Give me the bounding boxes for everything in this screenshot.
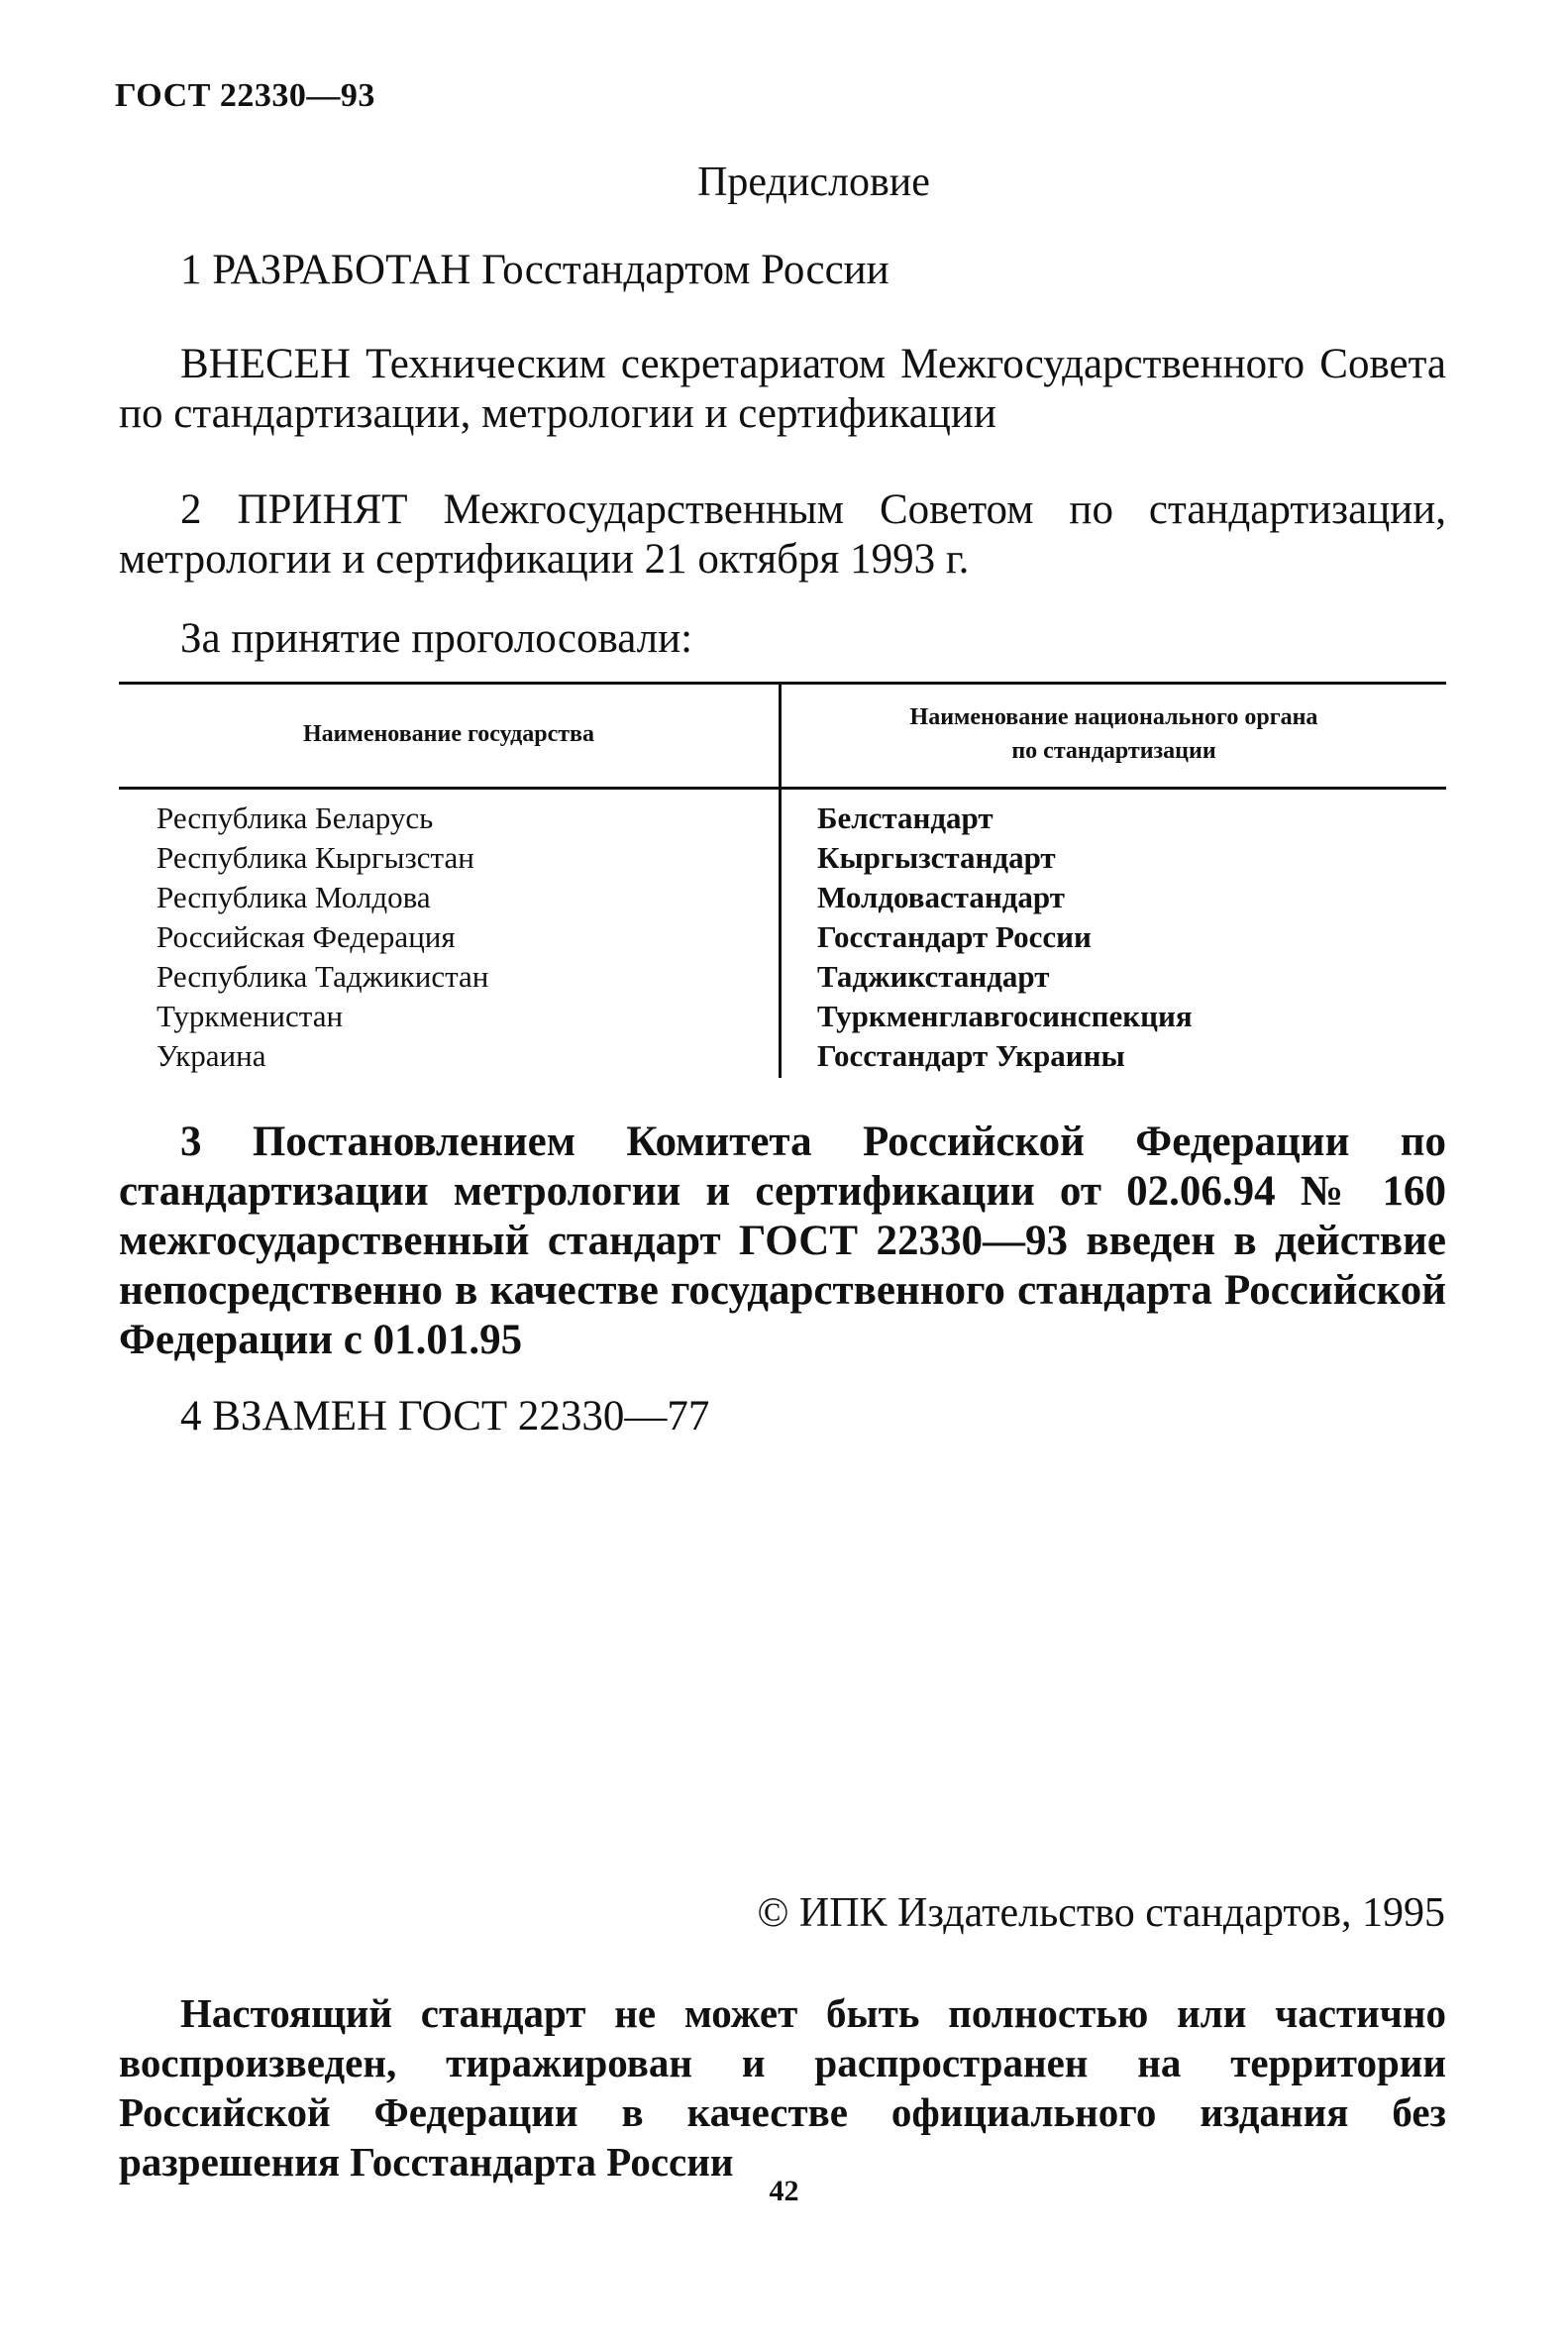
paragraph-voted-text: За принятие проголосовали: [180,615,693,662]
reproduction-notice [119,1988,1446,2187]
table-column-states [157,799,488,1076]
table-header-body [782,682,1446,787]
voting-table [119,682,1446,1078]
table-column-bodies [817,799,1193,1076]
table-cell-body: Туркменглавгосинспекция [817,999,1193,1033]
table-header-state [119,682,779,787]
paragraph-adopted-text: 2 ПРИНЯТ Межгосударственным Советом по стандартизации, метрологии и сертификации 21 октября 1993 г. [119,486,1446,583]
table-cell-body: Молдовастандарт [817,880,1065,914]
table-cell-body: Госстандарт России [817,919,1092,954]
table-cell-state: Республика Кыргызстан [157,840,474,875]
paragraph-replaces-text: 4 ВЗАМЕН ГОСТ 22330—77 [180,1393,710,1440]
table-cell-body: Таджикстандарт [817,959,1050,994]
paragraph-developed-by-text: 1 РАЗРАБОТАН Госстандартом России [180,247,889,293]
table-cell-state: Российская Федерация [157,919,456,954]
table-cell-body: Белстандарт [817,800,993,835]
table-header-rule [119,787,1446,790]
paragraph-resolution-text: 3 Постановлением Комитета Российской Федерации по стандартизации метрологии и сертификации от 02.06.94 № 160 межгосударственный стандарт ГОСТ 22330—93 введен в действие непосредственно в качестве государственного стандарта Российской Федерации с 01.01.95 [119,1119,1446,1363]
table-cell-state: Республика Таджикистан [157,959,489,994]
copyright-line: © ИПК Издательство стандартов, 1995 [757,1890,1445,1936]
paragraph-adopted [119,485,1446,585]
table-header-state-text: Наименование государства [302,721,594,747]
table-cell-state: Республика Беларусь [157,800,434,835]
table-cell-body: Кыргызстандарт [817,840,1056,875]
paragraph-developed-by [119,246,1446,295]
table-cell-body: Госстандарт Украины [817,1038,1125,1073]
table-cell-state: Украина [157,1038,266,1073]
paragraph-introduced-by [119,340,1446,439]
table-cell-state: Республика Молдова [157,880,431,914]
reproduction-notice-text: Настоящий стандарт не может быть полностью или частично воспроизведен, тиражирован и распространен на территории Российской Федерации в качестве официального издания без разрешения Госстандарта России [119,1990,1446,2185]
page-number: 42 [769,2175,799,2207]
paragraph-replaces [119,1392,1446,1441]
document-code-header: ГОСТ 22330—93 [115,77,375,114]
paragraph-introduced-by-text: ВНЕСЕН Техническим секретариатом Межгосударственного Совета по стандартизации, метрологии и сертификации [119,341,1446,437]
table-cell-state: Туркменистан [157,999,344,1033]
table-header-body-text: Наименование национального органа по стандартизации [909,704,1318,764]
page-title: Предисловие [697,160,930,205]
paragraph-resolution [119,1118,1446,1365]
paragraph-voted [119,614,1446,664]
